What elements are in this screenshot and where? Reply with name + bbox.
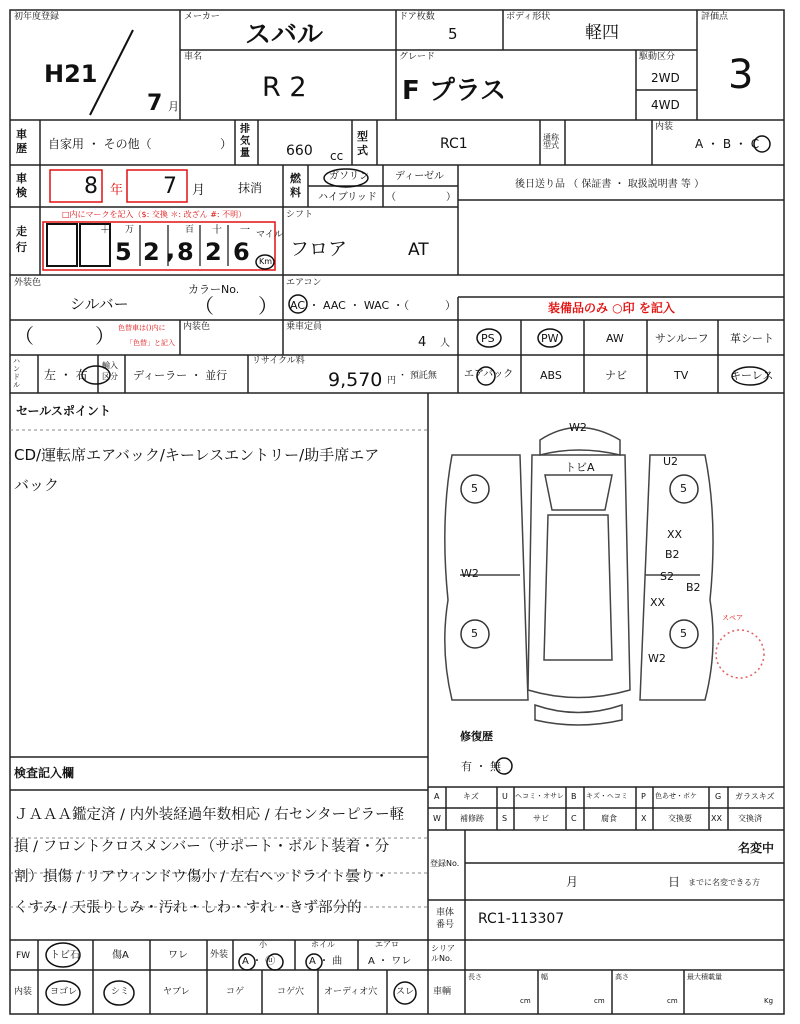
first-reg-month: 7: [147, 91, 163, 116]
color-code-label: カラーNo.: [188, 283, 240, 296]
diagram-tobi: トビA: [565, 461, 595, 474]
inspection-month: 7: [163, 174, 177, 199]
mileage-label: 走行: [16, 225, 27, 254]
type-label: 型式: [357, 130, 368, 157]
repaint-note-1: 色替車は()内に: [118, 324, 166, 332]
doors-value: 5: [448, 25, 458, 43]
legend-s-text: サビ: [533, 814, 549, 823]
mileage-unit-man: 万: [125, 225, 135, 235]
type-value: RC1: [440, 136, 468, 152]
interior-item-1: ヨゴレ: [50, 987, 78, 997]
equipment-header: 装備品のみ ○印 を記入: [548, 301, 675, 315]
inspect-line-1: ＪＡＡＡ鑑定済 / 内外装経過年数相応 / 右センターピラー軽: [14, 807, 405, 823]
first-reg-era: H21: [44, 60, 98, 88]
diagram-b2-a: B2: [665, 548, 680, 561]
repair-value: 有 ・ 無: [461, 760, 501, 773]
fw-item-3: ワレ: [168, 950, 188, 961]
name-change-suffix: までに名変できる方: [688, 878, 760, 887]
usage-close: ）: [220, 137, 233, 151]
grade-label: グレード: [399, 52, 436, 62]
sales-line-2: バック: [14, 476, 60, 494]
model-label: 車名: [184, 52, 203, 62]
drive-4wd: 4WD: [651, 98, 680, 112]
dims-load-unit: Kg: [764, 997, 774, 1005]
legend-xx: XX: [711, 814, 722, 823]
interior-item-6: オーディオ穴: [324, 987, 378, 997]
sales-line-1: CD/運転席エアバック/キーレスエントリー/助手席エア: [14, 446, 380, 464]
repaint-close: ）: [95, 324, 115, 348]
mileage-unit-ichi: 一: [240, 225, 250, 236]
mileage-unit-juu: 十: [212, 225, 222, 236]
legend-x-text: 交換要: [668, 814, 692, 823]
serial-label: シリアルNo.: [431, 944, 455, 963]
equip-pw: PW: [541, 332, 559, 345]
legend-p: P: [641, 792, 646, 801]
import-value: ディーラー ・ 並行: [133, 369, 228, 382]
interior-color-label: 内装色: [183, 322, 211, 332]
interior-item-2: シミ: [111, 987, 130, 997]
fuel-gas: ガソリン: [329, 171, 369, 182]
equip-sunroof: サンルーフ: [655, 332, 709, 345]
ac-label: エアコン: [286, 278, 322, 288]
ac-close: ）: [445, 299, 456, 312]
mileage-digit-1: 5: [115, 238, 132, 266]
repaint-open: （: [14, 324, 34, 348]
interior-item-3: ヤブレ: [163, 987, 190, 997]
dims-length-label: 長さ: [468, 973, 482, 981]
inspection-year-unit: 年: [110, 183, 124, 198]
diagram-xx-2: XX: [650, 596, 666, 609]
legend-w: W: [433, 814, 441, 823]
legend-p-text: 色あせ・ボケ: [655, 792, 697, 800]
legend-u-text: ヘコミ・オサレ: [515, 792, 564, 800]
fw-wheel-label: ホイル: [311, 940, 335, 949]
legend-s: S: [502, 814, 508, 823]
name-change-day: 日: [668, 875, 681, 889]
equip-abs: ABS: [540, 369, 562, 382]
fuel-other-close: ）: [446, 192, 456, 203]
mileage-km: Km: [259, 257, 273, 266]
recycle-unit: 円: [387, 376, 397, 386]
dims-label: 車輌: [433, 987, 452, 997]
drive-label: 駆動区分: [639, 52, 676, 62]
color-value: シルバー: [70, 295, 129, 313]
disp-unit: cc: [330, 149, 344, 163]
maker-label: メーカー: [184, 12, 220, 22]
later-items-label: 後日送り品 （ 保証書 ・ 取扱説明書 等 ）: [515, 179, 705, 190]
doors-label: ドア枚数: [399, 12, 435, 22]
equip-tv: TV: [674, 369, 689, 382]
mileage-digit-2: 2: [143, 238, 160, 266]
dims-width-label: 幅: [541, 973, 548, 981]
handle-label: ハンドル: [13, 357, 20, 389]
equip-ps: PS: [481, 332, 495, 345]
interior-item-5: コゲ穴: [277, 987, 305, 997]
tire-front-left: 5: [471, 482, 478, 495]
tire-front-right: 5: [680, 482, 687, 495]
disp-label: 排気量: [240, 124, 250, 159]
fuel-label: 燃料: [290, 172, 301, 199]
legend-u: U: [502, 792, 508, 801]
fw-aero-label: エアロ: [375, 940, 399, 949]
inspection-year: 8: [84, 174, 98, 199]
mileage-digit-3: 8: [177, 238, 194, 266]
repair-label: 修復歴: [460, 730, 493, 743]
interior-grade-value: A ・ B ・ C: [695, 137, 760, 151]
dims-height-unit: cm: [667, 997, 678, 1005]
fuel-other: （: [386, 192, 396, 203]
inspection-month-unit: 月: [192, 183, 206, 198]
repaint-note-2: 「色替」と記入: [126, 339, 175, 347]
spare-label: スペア: [722, 614, 743, 622]
legend-x: X: [641, 814, 647, 823]
legend-w-text: 補修跡: [460, 814, 484, 823]
capacity-label: 乗車定員: [286, 322, 323, 332]
fw-label: FW: [16, 951, 31, 961]
dims-width-unit: cm: [594, 997, 605, 1005]
legend-c-text: 腐食: [601, 814, 617, 823]
interior-label: 内装: [14, 987, 33, 997]
recycle-deposit: ・ 預託無: [398, 371, 437, 381]
fw-exterior-label: 外装: [210, 950, 229, 960]
legend-b: B: [571, 792, 577, 801]
model-value: R 2: [262, 72, 307, 103]
inspect-line-4: くすみ / 天張りしみ・汚れ・しわ・すれ・きず部分的: [14, 900, 362, 916]
interior-grade-label: 内装: [655, 122, 674, 132]
legend-a-text: キズ: [463, 792, 479, 801]
shift-label: シフト: [286, 210, 314, 220]
legend-c: C: [571, 814, 577, 823]
recycle-value: 9,570: [328, 369, 383, 391]
equip-airbag: エアバック: [464, 369, 514, 380]
fuel-diesel: ディーゼル: [395, 171, 444, 182]
tire-rear-right: 5: [680, 627, 687, 640]
usage-value: 自家用 ・ その他（: [48, 137, 152, 151]
recycle-label: リサイクル料: [252, 356, 305, 366]
fw-exterior-small: A ・ ⓤ: [242, 956, 276, 967]
mileage-unit-hyaku: 百: [185, 225, 195, 235]
inspect-line-2: 損 / フロントクロスメンバー（サポート・ボルト装着・分: [14, 839, 390, 855]
inspect-title: 検査記入欄: [14, 766, 75, 780]
first-reg-month-unit: 月: [168, 100, 179, 113]
diagram-b2-b: B2: [686, 581, 701, 594]
legend-g: G: [715, 792, 722, 801]
inspect-line-3: 割）損傷 / リアウィンドウ傷小 / 左右ヘッドライト曇り・: [14, 869, 389, 885]
tire-rear-left: 5: [471, 627, 478, 640]
equip-keyless: キーレス: [730, 369, 774, 382]
handle-value: 左 ・ 右: [44, 368, 88, 382]
fw-item-1: トビ石: [50, 950, 80, 961]
maker-value: スバル: [245, 20, 324, 50]
capacity-unit: 人: [440, 338, 450, 349]
diagram-w2-left: W2: [461, 567, 479, 580]
diagram-xx-1: XX: [667, 528, 683, 541]
fuel-hybrid: ハイブリッド: [318, 192, 377, 203]
name-change-month: 月: [566, 875, 579, 889]
disp-value: 660: [286, 143, 313, 159]
legend-a: A: [434, 792, 440, 801]
drive-2wd: 2WD: [651, 71, 680, 85]
diagram-w2-bottom: W2: [648, 652, 666, 665]
mileage-comma: ,: [166, 236, 176, 264]
body-label: ボディ形状: [506, 12, 551, 22]
history-label: 車歴: [16, 128, 27, 155]
dims-load-label: 最大積載量: [687, 973, 722, 981]
shift-type: フロア: [290, 238, 348, 260]
mileage-plus-1: ＋: [100, 225, 110, 236]
dims-height-label: 高さ: [615, 973, 629, 981]
color-code-close: ）: [258, 294, 278, 318]
mileage-digit-5: 6: [233, 238, 250, 266]
grade-value: F プラス: [402, 76, 507, 106]
equip-aw: AW: [606, 332, 624, 345]
common-type-label: 通称型式: [543, 133, 559, 150]
interior-item-7: スレ: [396, 987, 415, 997]
legend-b-text: キズ・ヘコミ: [586, 792, 628, 800]
legend-g-text: ガラスキズ: [735, 792, 775, 801]
equip-leather: 革シート: [730, 332, 774, 345]
inspection-cancel: 抹消: [238, 181, 263, 195]
score-value: 3: [728, 52, 754, 98]
score-label: 評価点: [701, 12, 729, 22]
equip-navi: ナビ: [605, 369, 627, 382]
interior-item-4: コゲ: [226, 987, 245, 997]
mileage-mile: マイル: [256, 230, 283, 240]
import-label: 輸入区分: [102, 361, 118, 381]
diagram-s2: S2: [660, 570, 674, 583]
vin-value: RC1-113307: [478, 911, 565, 927]
diagram-u2: U2: [663, 455, 679, 468]
mileage-digit-4: 2: [205, 238, 222, 266]
diagram-w2-top: W2: [569, 421, 587, 434]
inspection-label: 車検: [16, 172, 27, 199]
color-code-open: （: [194, 294, 214, 318]
dims-length-unit: cm: [520, 997, 531, 1005]
name-change-label: 名変中: [738, 841, 775, 855]
fw-small-label: 小: [259, 940, 267, 949]
legend-xx-text: 交換済: [738, 814, 762, 823]
first-reg-label: 初年度登録: [14, 12, 60, 22]
ac-options: AC ・ AAC ・ WAC ・（: [290, 299, 410, 312]
color-label: 外装色: [14, 278, 42, 288]
fw-item-2: 傷A: [112, 950, 129, 961]
body-value: 軽四: [585, 23, 619, 43]
reg-no-label: 登録No.: [430, 859, 460, 868]
mileage-note: □内にマークを記入（$: 交換 ＊: 改ざん #: 不明）: [62, 210, 247, 219]
sales-title: セールスポイント: [16, 404, 111, 418]
vin-label: 車体番号: [436, 908, 455, 930]
fw-exterior-wheel: A ・ 曲: [309, 956, 343, 967]
shift-trans: AT: [408, 240, 429, 260]
capacity-value: 4: [418, 335, 427, 350]
fw-exterior-aero: A ・ ワレ: [368, 956, 412, 967]
